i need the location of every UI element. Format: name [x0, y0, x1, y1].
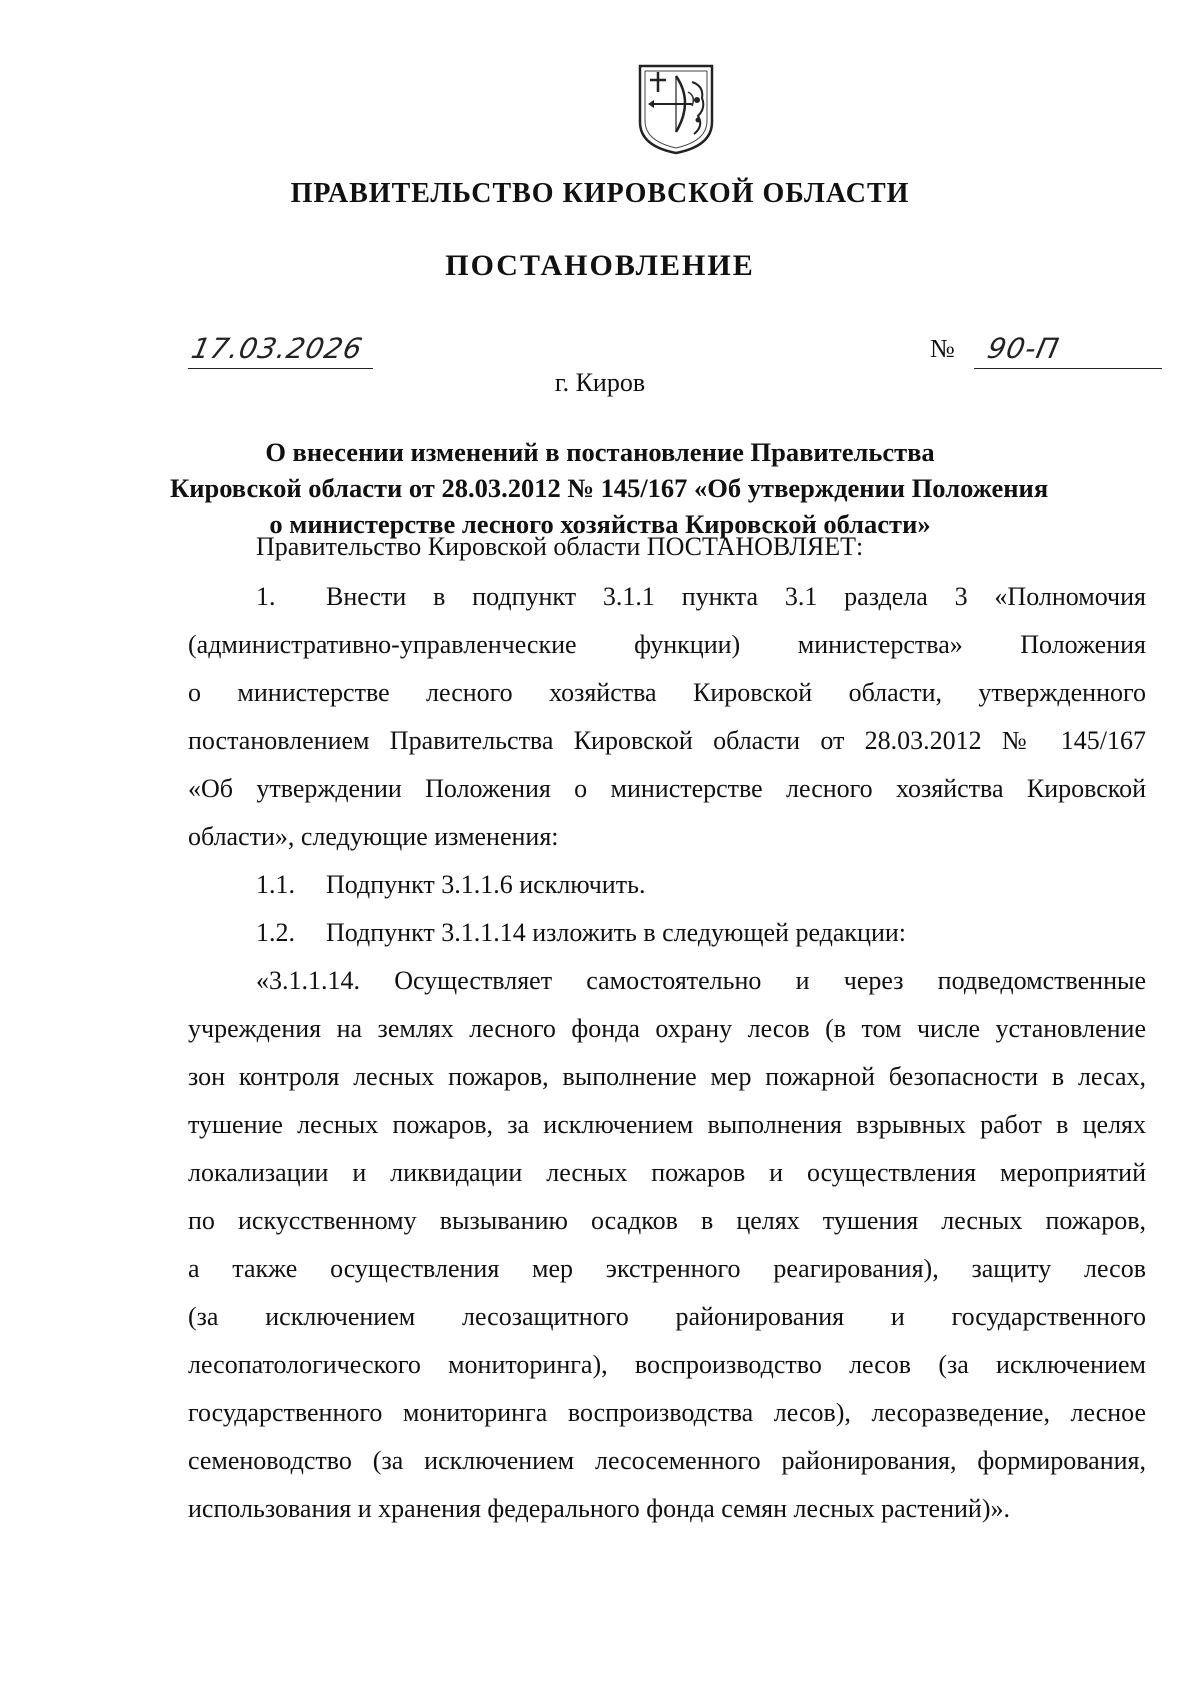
quote-line: (за исключением лесозащитного районирования и государственного — [188, 1302, 1146, 1331]
paragraph-1-label: 1. — [256, 582, 276, 611]
paragraph-1-line: области», следующие изменения: — [188, 822, 559, 851]
quote-first-line: «3.1.1.14. Осуществляет самостоятельно и через подведомственные — [256, 966, 1146, 995]
intro-text: Правительство Кировской области ПОСТАНОВЛЯЕТ: — [256, 532, 864, 561]
paragraph-1-line: «Об утверждении Положения о министерстве лесного хозяйства Кировской — [188, 774, 1146, 803]
quote-line: лесопатологического мониторинга), воспроизводство лесов (за исключением — [188, 1350, 1146, 1379]
government-name: ПРАВИТЕЛЬСТВО КИРОВСКОЙ ОБЛАСТИ — [290, 178, 910, 209]
paragraph-1-2-label: 1.2. — [256, 918, 295, 947]
paragraph-1-1-label: 1.1. — [256, 870, 295, 899]
document-date: 17.03.2026 — [188, 332, 366, 365]
paragraph-1-1 — [188, 868, 1146, 902]
paragraph-1-2 — [188, 916, 1146, 950]
title-line: о министерстве лесного хозяйства Кировской области» — [269, 509, 931, 539]
coat-of-arms-emblem — [636, 62, 716, 156]
quote-line: зон контроля лесных пожаров, выполнение мер пожарной безопасности в лесах, — [188, 1062, 1146, 1091]
paragraph-1-text: Внести в подпункт 3.1.1 пункта 3.1 раздела 3 «Полномочия — [326, 582, 1146, 611]
quote-line: тушение лесных пожаров, за исключением выполнения взрывных работ в целях — [188, 1110, 1146, 1139]
quote-line: а также осуществления мер экстренного реагирования), защиту лесов — [188, 1254, 1146, 1283]
quote-line: локализации и ликвидации лесных пожаров и осуществления мероприятий — [188, 1158, 1146, 1187]
city: г. Киров — [554, 368, 646, 397]
quote-line: учреждения на землях лесного фонда охрану лесов (в том числе установление — [188, 1014, 1146, 1043]
number-underline — [974, 330, 1162, 369]
quote-line — [188, 964, 1146, 998]
quote-line: государственного мониторинга воспроизводства лесов), лесоразведение, лесное — [188, 1398, 1146, 1427]
paragraph-1-1-text: Подпункт 3.1.1.6 исключить. — [326, 870, 646, 899]
document-title — [170, 434, 1049, 542]
paragraph-1-line — [188, 580, 1146, 614]
paragraph-1-2-text: Подпункт 3.1.1.14 изложить в следующей редакции: — [326, 918, 907, 947]
title-line: О внесении изменений в постановление Правительства — [265, 437, 935, 467]
quote-line: семеноводство (за исключением лесосеменного районирования, формирования, — [188, 1446, 1146, 1475]
paragraph-1-line: о министерстве лесного хозяйства Кировской области, утвержденного — [188, 678, 1146, 707]
number-field — [930, 330, 1162, 368]
quote-line: по искусственному вызыванию осадков в целях тушения лесных пожаров, — [188, 1206, 1146, 1235]
number-sign: № — [930, 334, 955, 363]
paragraph-1-line: постановлением Правительства Кировской области от 28.03.2012 № 145/167 — [188, 726, 1146, 755]
document-number: 90-П — [984, 332, 1063, 365]
date-field — [188, 330, 373, 369]
title-line: Кировской области от 28.03.2012 № 145/167 «Об утверждении Положения — [170, 473, 1049, 503]
document-type: ПОСТАНОВЛЕНИЕ — [445, 249, 755, 282]
paragraph-1-line: (административно-управленческие функции) министерства» Положения — [188, 630, 1146, 659]
quote-line: использования и хранения федерального фонда семян лесных растений)». — [188, 1494, 1010, 1523]
intro-paragraph — [188, 530, 1146, 564]
